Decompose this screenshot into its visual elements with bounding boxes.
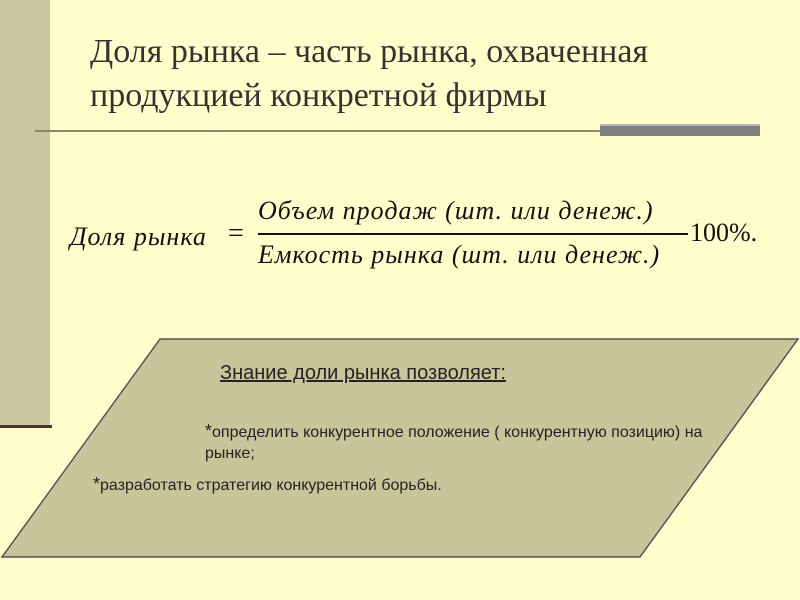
bullet-text: разработать стратегию конкурентной борьбы. <box>100 477 442 494</box>
box-heading: Знание доли рынка позволяет: <box>220 362 506 384</box>
bullet-item <box>205 421 725 464</box>
formula-lhs: Доля рынка <box>70 222 207 251</box>
formula-denominator: Емкость рынка (шт. или денеж.) <box>258 240 661 269</box>
slide-title: Доля рынка – часть рынка, охваченная продукцией конкретной фирмы <box>90 33 649 114</box>
bullet-marker: * <box>205 421 213 441</box>
bullet-item <box>93 474 653 496</box>
formula-multiplier: 100%. <box>690 218 758 247</box>
bullet-text: определить конкурентное положение ( конкурентную позицию) на рынке; <box>205 424 703 462</box>
bullet-marker: * <box>93 474 101 494</box>
formula-equals: = <box>228 218 244 249</box>
formula-numerator: Объем продаж (шт. или денеж.) <box>258 196 654 225</box>
